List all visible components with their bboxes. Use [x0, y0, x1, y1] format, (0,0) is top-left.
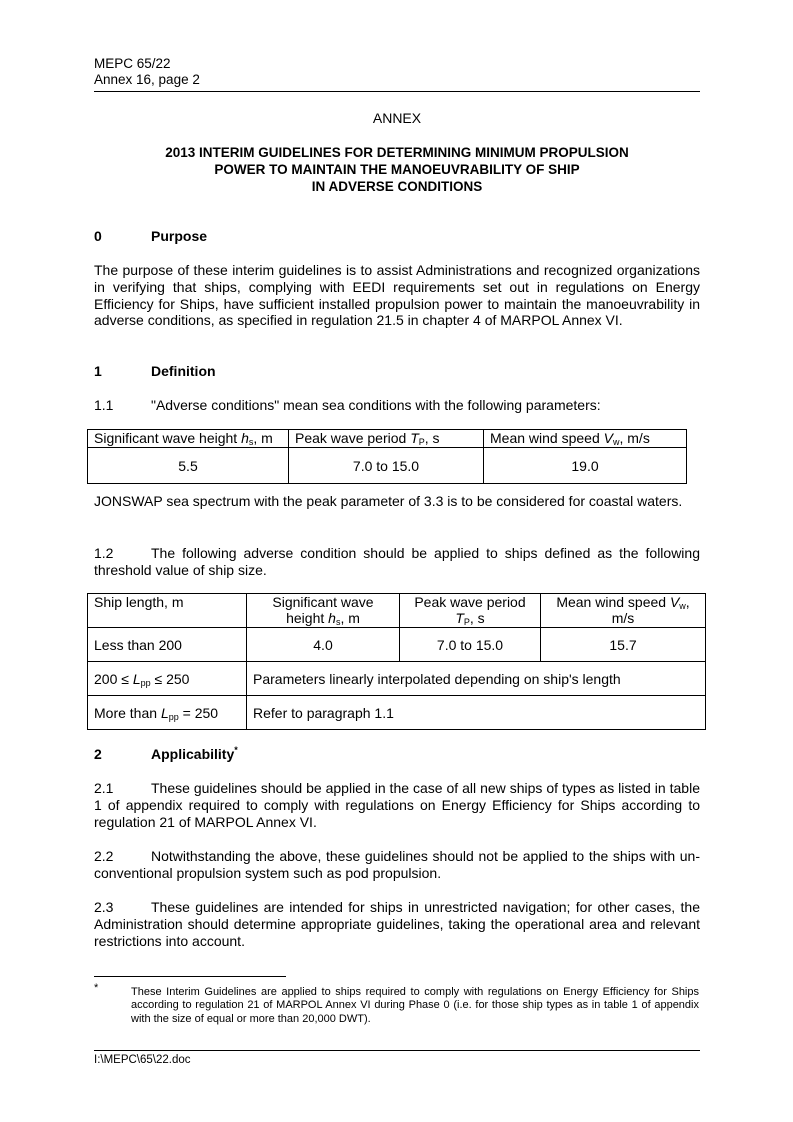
table-header-row: [88, 430, 687, 448]
header-cell: Peak wave period $T_P$, s: [289, 430, 484, 448]
section-title: Definition: [151, 363, 216, 379]
merged-parameter-cell: Parameters linearly interpolated depending on ship's length: [247, 662, 706, 696]
table-header-row: [88, 594, 706, 628]
footnote-separator: [94, 976, 286, 977]
paragraph-text: The following adverse condition should be applied to ships defined as the following threshold value of ship size.: [94, 545, 700, 578]
purpose-paragraph: The purpose of these interim guidelines is to assist Administrations and recognized organizations in verifying that ships, complying with EEDI requirements set out in regulations on Energy Efficiency for Ships, have sufficient installed propulsion power to maintain the manoeuvrability in adverse conditions, as specified in regulation 21.5 in chapter 4 of MARPOL Annex VI.: [94, 262, 700, 329]
page-header: [94, 56, 200, 88]
ship-length-cell: Less than 200: [88, 628, 247, 662]
title-line-1: 2013 INTERIM GUIDELINES FOR DETERMINING MINIMUM PROPULSION: [165, 145, 629, 160]
paragraph-text: These guidelines are intended for ships in unrestricted navigation; for other cases, the Administration should determine appropriate guidelines, taking the operational area and relevant restrictions into account.: [94, 899, 700, 949]
paragraph-2-2: [94, 848, 700, 882]
header-cell: Mean wind speed $V_w$, m/s: [541, 594, 706, 628]
header-cell: Mean wind speed $V_w$, m/s: [484, 430, 687, 448]
title-line-2: POWER TO MAINTAIN THE MANOEUVRABILITY OF SHIP: [214, 162, 580, 177]
section-number: 2: [94, 746, 102, 762]
ship-length-cell: More than $L_{pp} = 250$: [88, 696, 247, 730]
header-rule: [94, 91, 700, 92]
paragraph-2-3: [94, 899, 700, 949]
paragraph-1-1: [94, 397, 700, 414]
table-row: [88, 696, 706, 730]
paragraph-number: 2.2: [94, 848, 114, 864]
section-number: 1: [94, 363, 102, 379]
paragraph-number: 2.3: [94, 899, 114, 915]
title-line-3: IN ADVERSE CONDITIONS: [311, 179, 483, 194]
wave-period-cell: 7.0 to 15.0: [400, 628, 541, 662]
jonswap-paragraph: JONSWAP sea spectrum with the peak parameter of 3.3 is to be considered for coastal waters.: [94, 493, 683, 509]
document-reference: MEPC 65/22: [94, 56, 171, 71]
paragraph-number: 1.2: [94, 545, 114, 561]
file-path: I:\MEPC\65\22.doc: [94, 1054, 191, 1066]
paragraph-text: Notwithstanding the above, these guidelines should not be applied to the ships with un-conventional propulsion system such as pod propulsion.: [94, 848, 700, 881]
header-cell: Ship length, m: [88, 594, 247, 628]
header-cell: Peak wave period $T_P$, s: [400, 594, 541, 628]
header-cell: Significant wave height $h_s$, m: [247, 594, 400, 628]
footer-rule: [94, 1050, 700, 1051]
paragraph-text: These guidelines should be applied in the case of all new ships of types as listed in table 1 of appendix required to comply with regulations on Energy Efficiency for Ships according to regulation 21 of MARPOL Annex VI.: [94, 780, 700, 830]
adverse-conditions-table: [87, 429, 687, 484]
table-row: [88, 628, 706, 662]
paragraph-2-1: [94, 780, 700, 830]
wave-period-value: 7.0 to 15.0: [289, 448, 484, 484]
wave-height-value: 5.5: [88, 448, 289, 484]
table-row: [88, 448, 687, 484]
ship-size-table: [87, 593, 706, 730]
header-cell: Significant wave height $h_s$, m: [88, 430, 289, 448]
table-row: [88, 662, 706, 696]
wind-speed-value: 19.0: [484, 448, 687, 484]
section-title: Purpose: [151, 228, 208, 244]
footnote-text: These Interim Guidelines are applied to ships required to comply with regulations on Energy Efficiency for Ships according to regulation 21 of MARPOL Annex VI during Phase 0 (i.e. for those ship types as in table 1 of appendix with the size of equal or more than 20,000 DWT).: [131, 986, 699, 1025]
paragraph-number: 1.1: [94, 397, 114, 413]
footnote-marker[interactable]: *: [234, 745, 238, 755]
footnote-mark: *: [94, 982, 99, 994]
wave-height-cell: 4.0: [247, 628, 400, 662]
ship-length-cell: $200 \le L_{pp} \le 250$: [88, 662, 247, 696]
annex-label: ANNEX: [372, 110, 422, 126]
paragraph-number: 2.1: [94, 780, 114, 796]
section-number: 0: [94, 228, 102, 244]
document-title: [94, 144, 700, 195]
section-title: Applicability*: [151, 745, 238, 762]
merged-parameter-cell: Refer to paragraph 1.1: [247, 696, 706, 730]
annex-page-label: Annex 16, page 2: [94, 72, 200, 87]
paragraph-1-2: [94, 545, 700, 579]
wind-speed-cell: 15.7: [541, 628, 706, 662]
paragraph-text: "Adverse conditions" mean sea conditions with the following parameters:: [151, 397, 601, 413]
